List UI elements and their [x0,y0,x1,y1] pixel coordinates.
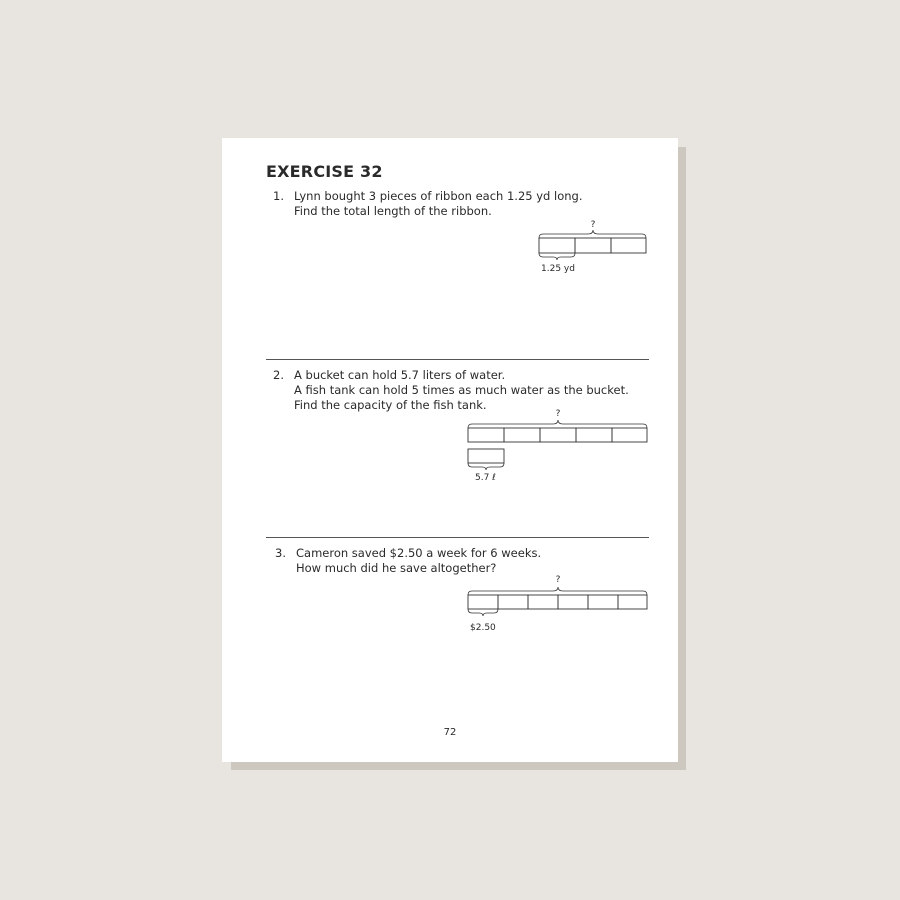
unit-label: 5.7 ℓ [475,473,496,483]
bar-segment [468,595,498,609]
section-divider [266,537,649,538]
bar-segment [468,428,504,442]
bar-segment [612,428,647,442]
unit-label: $2.50 [470,623,496,633]
bucket-bar [468,449,504,463]
question-text-line: Find the total length of the ribbon. [294,204,492,218]
bar-segment [576,428,612,442]
question-number: 3. [275,546,286,560]
bar-segment [504,428,540,442]
section-divider [266,359,649,360]
total-brace [468,587,647,595]
question-text-line: Cameron saved $2.50 a week for 6 weeks. [296,546,542,560]
question-number: 2. [273,368,284,382]
exercise-title: EXERCISE 32 [266,162,383,181]
unit-brace [468,463,504,470]
bar-segment [558,595,588,609]
question-text-line: Find the capacity of the fish tank. [294,398,487,412]
page-number: 72 [443,727,457,738]
question-text-line: How much did he save altogether? [296,561,497,575]
question-number: 1. [273,189,284,203]
bar-segment [498,595,528,609]
question-text-line: A bucket can hold 5.7 liters of water. [294,368,506,382]
question-text-line: A fish tank can hold 5 times as much water as the bucket. [294,383,629,397]
unit-label: 1.25 yd [541,264,575,274]
bar-segment [611,238,646,253]
unit-brace [539,253,575,260]
bar-segment [539,238,575,253]
bar-segment [540,428,576,442]
bar-model-diagram [467,409,651,485]
worksheet-page [222,138,678,762]
bar-segment [588,595,618,609]
question-text-line: Lynn bought 3 pieces of ribbon each 1.25 yd long. [294,189,583,203]
total-brace [539,230,646,238]
bar-segment [528,595,558,609]
bar-model-diagram [467,575,651,639]
bar-segment [575,238,611,253]
total-question-mark: ? [555,409,561,419]
bar-segment [618,595,647,609]
total-question-mark: ? [590,220,596,230]
unit-brace [468,609,498,616]
total-question-mark: ? [555,575,561,585]
bar-model-diagram [538,220,650,276]
total-brace [468,420,647,428]
